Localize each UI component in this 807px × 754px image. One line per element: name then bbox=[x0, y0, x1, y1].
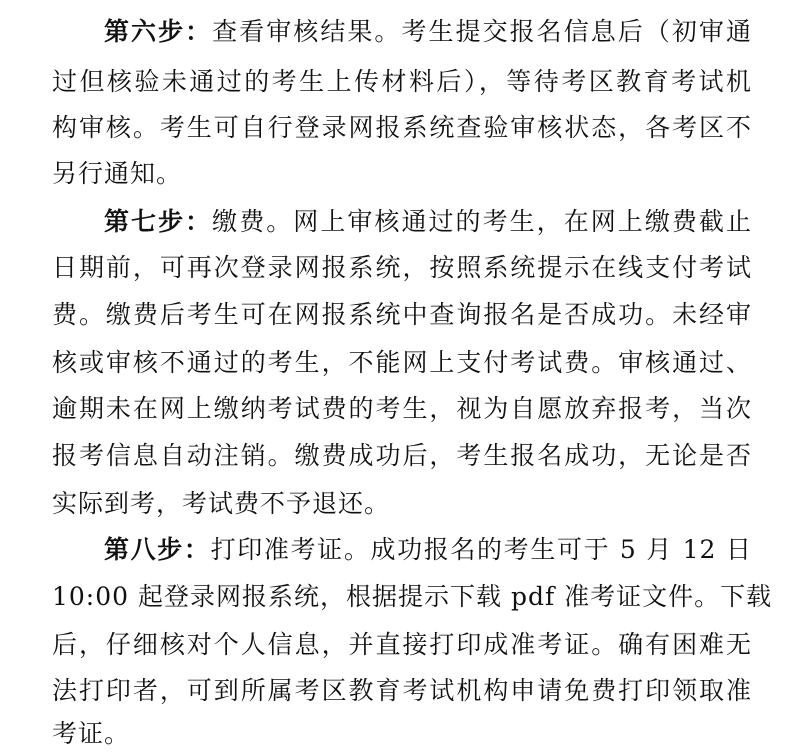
step-heading: 第八步： bbox=[104, 535, 211, 564]
paragraph-text: 缴费。网上审核通过的考生，在网上缴费截止 bbox=[212, 207, 752, 236]
paragraph-line: 日期前，可再次登录网报系统，按照系统提示在线支付考试 bbox=[52, 253, 752, 282]
paragraph-line: 报考信息自动注销。缴费成功后，考生报名成功，无论是否 bbox=[52, 441, 752, 470]
paragraph-line: 另行通知。 bbox=[52, 159, 183, 188]
paragraph-line bbox=[104, 530, 752, 570]
paragraph-line: 考证。 bbox=[52, 719, 131, 748]
step-heading: 第六步： bbox=[104, 17, 213, 46]
paragraph-line bbox=[104, 12, 752, 52]
paragraph-line: 构审核。考生可自行登录网报系统查验审核状态，各考区不 bbox=[52, 113, 752, 142]
paragraph-line: 逾期未在网上缴纳考试费的考生，视为自愿放弃报考，当次 bbox=[52, 394, 752, 423]
paragraph-line: 后，仔细核对个人信息，并直接打印成准考证。确有困难无 bbox=[52, 630, 752, 659]
paragraph-text: 查看审核结果。考生提交报名信息后（初审通 bbox=[212, 17, 752, 46]
paragraph-line: 法打印者，可到所属考区教育考试机构申请免费打印领取准 bbox=[52, 676, 752, 705]
paragraph-text: 打印准考证。成功报名的考生可于 5 月 12 日 bbox=[210, 535, 752, 564]
paragraph-line: 10:00 起登录网报系统，根据提示下载 pdf 准考证文件。下载 bbox=[52, 582, 773, 611]
paragraph-line: 实际到考，考试费不予退还。 bbox=[52, 489, 391, 518]
step-heading: 第七步： bbox=[104, 207, 213, 236]
paragraph-line: 费。缴费后考生可在网报系统中查询报名是否成功。未经审 bbox=[52, 300, 752, 329]
paragraph-line bbox=[104, 202, 752, 242]
paragraph-line: 核或审核不通过的考生，不能网上支付考试费。审核通过、 bbox=[52, 348, 752, 377]
paragraph-line: 过但核验未通过的考生上传材料后），等待考区教育考试机 bbox=[52, 67, 752, 96]
